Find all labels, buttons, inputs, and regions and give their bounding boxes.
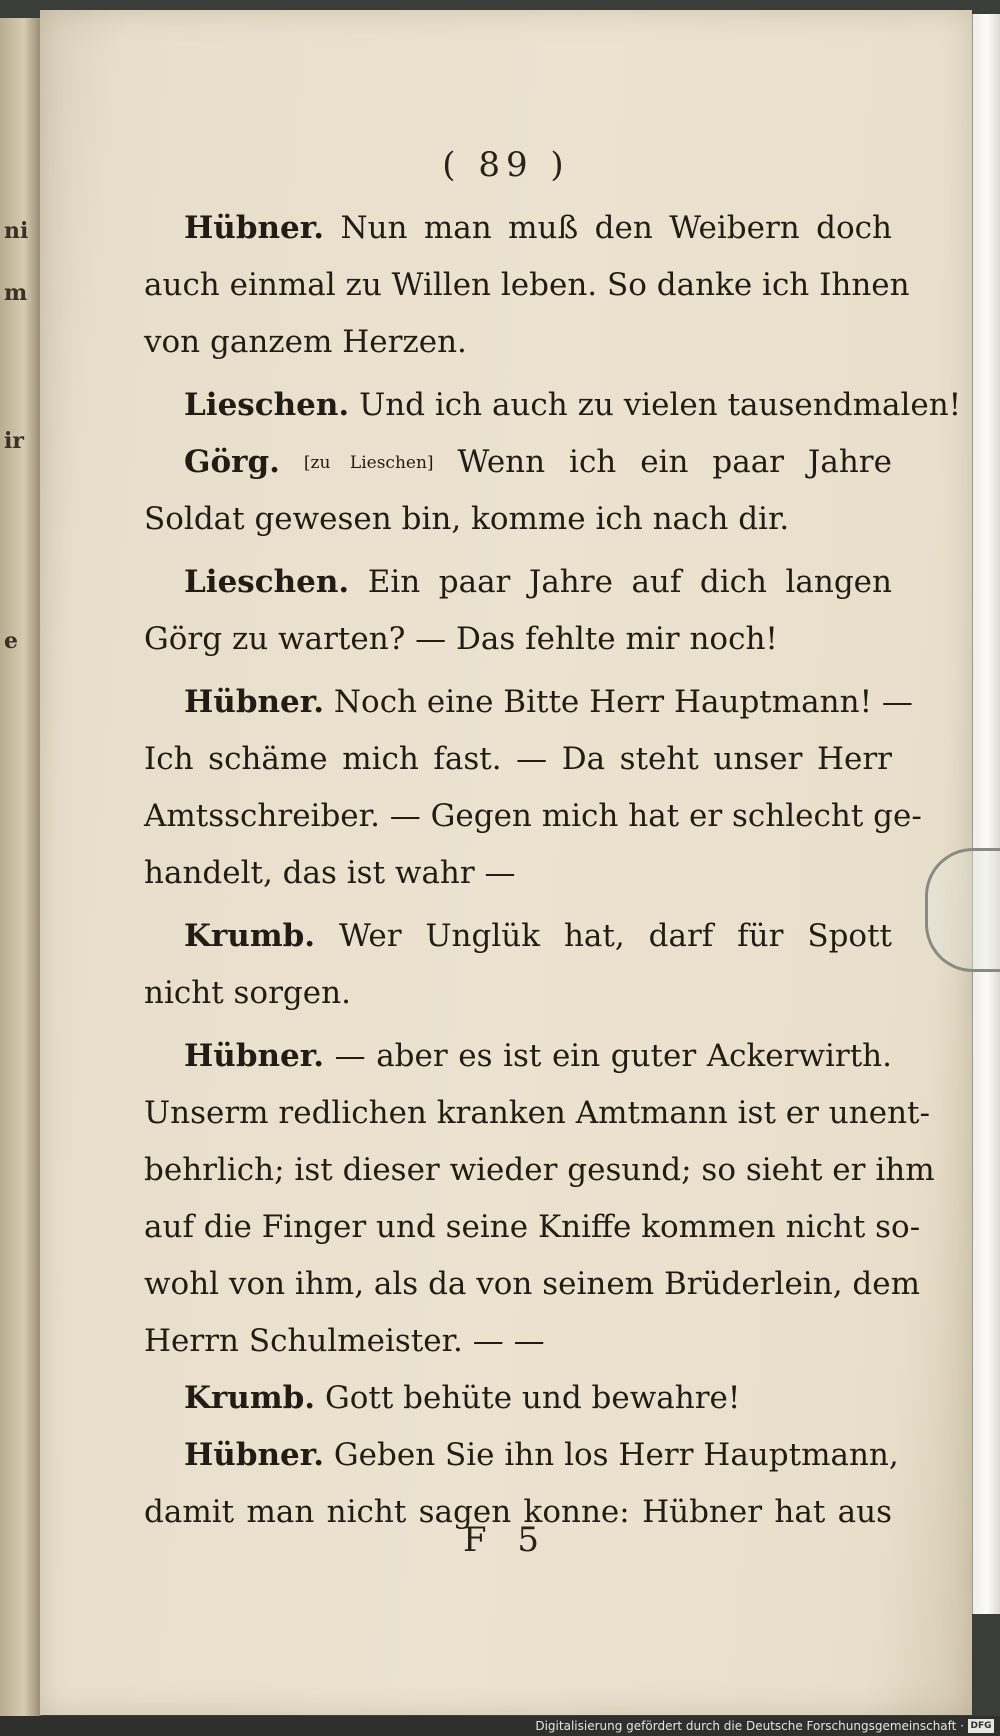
text-line <box>144 554 892 611</box>
speaker-name: Hübner. <box>184 1038 325 1074</box>
dialogue-text: Ein paar Jahre auf dich langen <box>367 564 892 600</box>
text-line <box>144 200 892 257</box>
digitization-credit: Digitalisierung gefördert durch die Deutsche Forschungsgemeinschaft · <box>535 1719 964 1733</box>
text-line: Amtsschreiber. — Gegen mich hat er schlecht ge- <box>144 798 922 834</box>
dialogue-text: — aber es ist ein guter Ackerwirth. <box>334 1038 892 1074</box>
text-line: behrlich; ist dieser wieder gesund; so sieht er ihm <box>144 1152 935 1188</box>
page-stack-edge <box>972 14 1000 1614</box>
speaker-name: Krumb. <box>184 918 316 954</box>
text-line <box>144 1028 892 1085</box>
text-line <box>144 1370 892 1427</box>
text-line: Unserm redlichen kranken Amtmann ist er unent- <box>144 1095 930 1131</box>
speaker-name: Krumb. <box>184 1380 316 1416</box>
speaker-name: Hübner. <box>184 1437 325 1473</box>
adjacent-page-fragment: e <box>4 628 18 654</box>
stage-direction: [zu Lieschen] <box>303 453 434 473</box>
adjacent-page-edge <box>0 18 42 1718</box>
text-line <box>144 674 913 731</box>
book-page <box>40 10 972 1715</box>
page-clip <box>925 848 1000 972</box>
text-line: nicht sorgen. <box>144 975 351 1011</box>
text-line <box>144 908 892 965</box>
speaker-name: Lieschen. <box>184 387 350 423</box>
speaker-name: Lieschen. <box>184 564 350 600</box>
text-line <box>144 1427 899 1484</box>
speaker-name: Görg. <box>184 444 280 480</box>
text-line: damit man nicht sagen konne: Hübner hat aus <box>144 1494 892 1530</box>
text-line <box>144 434 892 491</box>
text-line: von ganzem Herzen. <box>144 324 467 360</box>
dialogue-text: Gott behüte und bewahre! <box>324 1380 741 1416</box>
text-line: wohl von ihm, als da von seinem Brüderlein, dem <box>144 1266 920 1302</box>
text-line: Ich schäme mich fast. — Da steht unser Herr <box>144 741 892 777</box>
adjacent-page-fragment: m <box>4 280 28 306</box>
dialogue-text: Wer Unglük hat, darf für Spott <box>339 918 892 954</box>
dialogue-text: Noch eine Bitte Herr Hauptmann! — <box>333 684 913 720</box>
text-line: Soldat gewesen bin, komme ich nach dir. <box>144 501 790 537</box>
dialogue-text: Nun man muß den Weibern doch <box>340 210 892 246</box>
text-line: handelt, das ist wahr — <box>144 855 516 891</box>
adjacent-page-fragment: ir <box>4 428 24 454</box>
dialogue-text: Geben Sie ihn los Herr Hauptmann, <box>333 1437 899 1473</box>
dialogue-text: Wenn ich ein paar Jahre <box>457 444 892 480</box>
dialogue-text: Und ich auch zu vielen tausendmalen! <box>359 387 962 423</box>
text-line: auf die Finger und seine Kniffe kommen nicht so- <box>144 1209 921 1245</box>
page-number: ( 89 ) <box>442 145 570 185</box>
page-text <box>144 200 962 1541</box>
speaker-name: Hübner. <box>184 684 325 720</box>
signature-mark: F 5 <box>462 1520 550 1560</box>
speaker-name: Hübner. <box>184 210 325 246</box>
adjacent-page-fragment: ni <box>4 218 29 244</box>
text-line: auch einmal zu Willen leben. So danke ich Ihnen <box>144 267 910 303</box>
text-line: Herrn Schulmeister. — — <box>144 1323 545 1359</box>
dfg-logo: DFG <box>968 1719 994 1733</box>
text-line <box>144 377 962 434</box>
text-line: Görg zu warten? — Das fehlte mir noch! <box>144 621 778 657</box>
